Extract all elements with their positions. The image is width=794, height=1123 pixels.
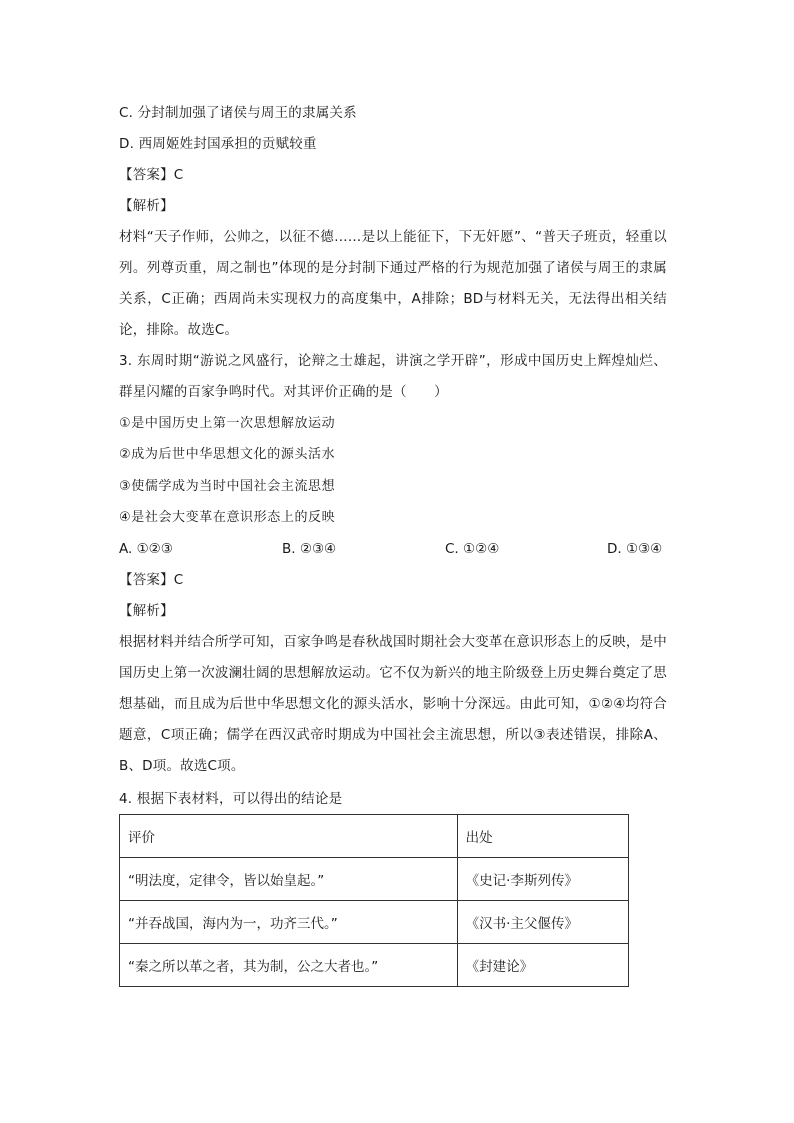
q2-answer: 【答案】C (119, 167, 184, 183)
q3-statement-1: ①是中国历史上第一次思想解放运动 (119, 416, 336, 431)
table-row (120, 901, 629, 944)
q4-stem: 4. 根据下表材料，可以得出的结论是 (119, 791, 343, 807)
q3-option-c: C. ①②④ (445, 541, 500, 557)
q2-option-c: C. 分封制加强了诸侯与周王的隶属关系 (119, 105, 357, 121)
q3-analysis-label: 【解析】 (119, 603, 174, 619)
q2-analysis-label: 【解析】 (119, 198, 174, 214)
q3-option-b: B. ②③④ (282, 541, 337, 557)
table-cell-evaluation: “秦之所以革之者，其为制，公之大者也。” (120, 944, 458, 987)
table-cell-source: 《汉书·主父偃传》 (457, 901, 628, 944)
q3-option-d: D. ①③④ (607, 541, 663, 557)
q3-statement-2: ②成为后世中华思想文化的源头活水 (119, 447, 336, 462)
q2-analysis-text: 材料“天子作师，公帅之，以征不德……是以上能征下，下无奸愿”、“普天子班贡，轻重以列。列尊贡重，周之制也”体现的是分封制下通过严格的行为规范加强了诸侯与周王的隶属关系，C正确；西周尚未实现权力的高度集中，A排除；BD与材料无关，无法得出相关结论，排除。故选C。 (119, 229, 667, 338)
table-cell-evaluation: “明法度，定律令，皆以始皇起。” (120, 858, 458, 901)
table-cell-source: 《史记·李斯列传》 (457, 858, 628, 901)
q3-options-row (119, 539, 671, 559)
q4-material-table (119, 814, 629, 987)
q3-statement-3: ③使儒学成为当时中国社会主流思想 (119, 479, 336, 494)
q3-option-a: A. ①②③ (119, 541, 173, 557)
q2-option-d: D. 西周姬姓封国承担的贡赋较重 (119, 136, 317, 152)
table-row (120, 858, 629, 901)
q3-answer: 【答案】C (119, 572, 184, 588)
q3-stem: 3. 东周时期“游说之风盛行，论辩之士雄起，讲演之学开辟”，形成中国历史上辉煌灿烂、群星闪耀的百家争鸣时代。对其评价正确的是（ ） (119, 353, 667, 400)
table-cell-evaluation: “并吞战国，海内为一，功齐三代。” (120, 901, 458, 944)
table-header-source: 出处 (457, 815, 628, 858)
table-header-evaluation: 评价 (120, 815, 458, 858)
table-cell-source: 《封建论》 (457, 944, 628, 987)
q3-analysis-text: 根据材料并结合所学可知，百家争鸣是春秋战国时期社会大变革在意识形态上的反映，是中国历史上第一次波澜壮阔的思想解放运动。它不仅为新兴的地主阶级登上历史舞台奠定了思想基础，而且成为后世中华思想文化的源头活水，影响十分深远。由此可知，①②④均符合题意，C项正确；儒学在西汉武帝时期成为中国社会主流思想，所以③表述错误，排除A、B、D项。故选C项。 (119, 634, 667, 774)
table-row (120, 944, 629, 987)
q3-statement-4: ④是社会大变革在意识形态上的反映 (119, 510, 336, 525)
table-header-row (120, 815, 629, 858)
